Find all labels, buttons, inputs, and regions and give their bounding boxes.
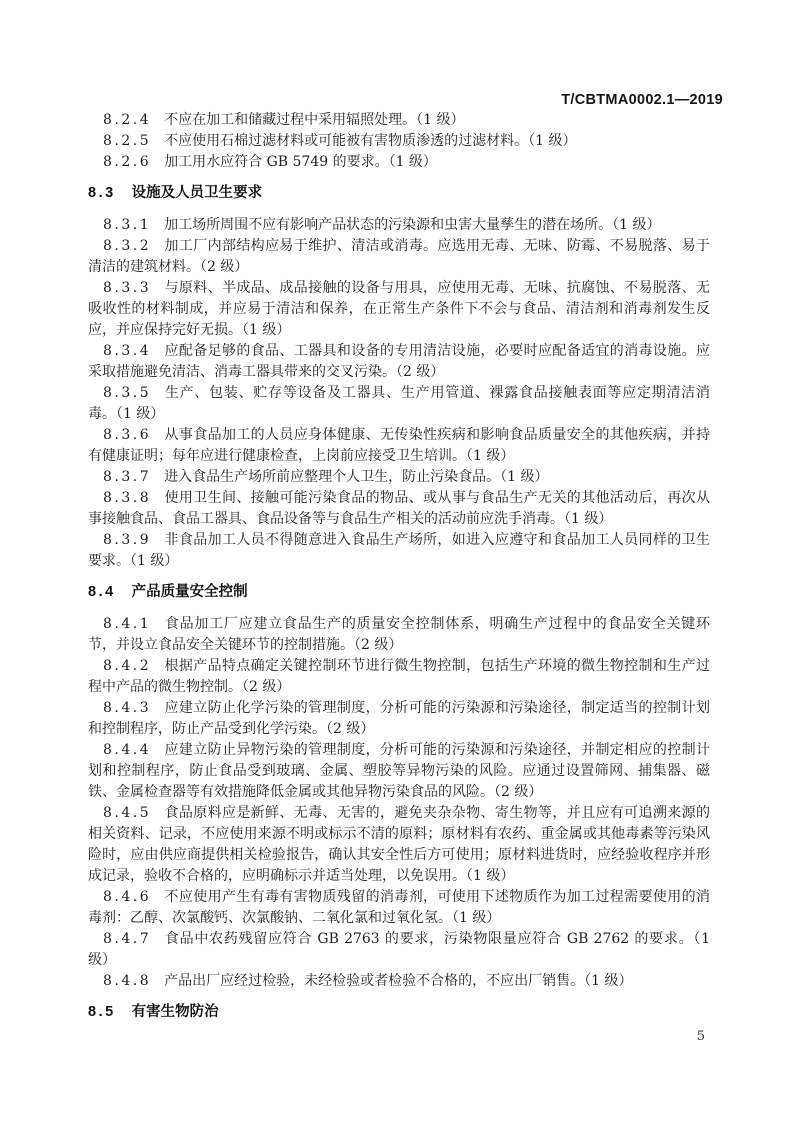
clause-text: 食品中农药残留应符合 GB 2763 的要求，污染物限量应符合 GB 2762 的要求。（1 级） (88, 931, 710, 968)
clause-number: 8.3.1 (103, 217, 152, 233)
clause-number: 8.3.3 (103, 280, 152, 296)
clause-item (88, 467, 710, 488)
clause-number: 8.3.4 (103, 343, 152, 359)
clause-number: 8.2.6 (103, 154, 152, 170)
clause-item (88, 110, 710, 131)
clause-text: 进入食品生产场所前应整理个人卫生，防止污染食品。（1 级） (164, 469, 549, 485)
clause-text: 不应使用石棉过滤材料或可能被有害物质渗透的过滤材料。（1 级） (164, 133, 577, 149)
clause-number: 8.4.5 (103, 805, 152, 821)
clause-item (88, 236, 710, 278)
clause-number: 8.4.3 (103, 700, 152, 716)
clause-text: 设施及人员卫生要求 (131, 185, 263, 201)
clause-item (88, 740, 710, 803)
clause-text: 加工厂内部结构应易于维护、清洁或消毒。应选用无毒、无味、防霉、不易脱落、易于清洁的建筑材料。（2 级） (88, 238, 710, 275)
section-heading (88, 183, 710, 204)
clause-text: 有害生物防治 (131, 1004, 219, 1020)
clause-number: 8.2.5 (103, 133, 152, 149)
clause-item (88, 698, 710, 740)
clause-text: 产品出厂应经过检验，未经检验或者检验不合格的，不应出厂销售。（1 级） (164, 973, 633, 989)
clause-number: 8.3.2 (103, 238, 152, 254)
clause-text: 根据产品特点确定关键控制环节进行微生物控制，包括生产环境的微生物控制和生产过程中产品的微生物控制。（2 级） (88, 658, 710, 695)
clause-item (88, 278, 710, 341)
clause-text: 加工场所周围不应有影响产品状态的污染源和虫害大量孳生的潜在场所。（1 级） (164, 217, 661, 233)
clause-number: 8.4.1 (103, 616, 152, 632)
clause-text: 不应在加工和储藏过程中采用辐照处理。（1 级） (164, 112, 465, 128)
clause-text: 从事食品加工的人员应身体健康、无传染性疾病和影响食品质量安全的其他疾病，并持有健康证明；每年应进行健康检查，上岗前应接受卫生培训。（1 级） (88, 427, 710, 464)
clause-text: 非食品加工人员不得随意进入食品生产场所，如进入应遵守和食品加工人员同样的卫生要求。（1 级） (88, 532, 710, 569)
clause-item (88, 152, 710, 173)
clause-text: 加工用水应符合 GB 5749 的要求。（1 级） (164, 154, 437, 170)
clause-item (88, 971, 710, 992)
clause-item (88, 803, 710, 887)
clause-item (88, 887, 710, 929)
clause-number: 8.4.7 (103, 931, 152, 947)
clause-item (88, 530, 710, 572)
clause-number: 8.4.8 (103, 973, 152, 989)
clause-text: 应配备足够的食品、工器具和设备的专用清洁设施，必要时应配备适宜的消毒设施。应采取措施避免清洁、消毒工器具带来的交叉污染。（2 级） (88, 343, 710, 380)
clause-number: 8.3.5 (103, 385, 152, 401)
document-code-header: T/CBTMA0002.1—2019 (561, 92, 723, 108)
clause-text: 不应使用产生有毒有害物质残留的消毒剂，可使用下述物质作为加工过程需要使用的消毒剂：乙醇、次氯酸钙、次氯酸钠、二氧化氯和过氧化氢。（1 级） (88, 889, 710, 926)
section-heading (88, 582, 710, 603)
clause-item (88, 656, 710, 698)
clause-number: 8.3.7 (103, 469, 152, 485)
clause-item (88, 425, 710, 467)
clause-number: 8.2.4 (103, 112, 152, 128)
clause-item (88, 614, 710, 656)
clause-number: 8.4 (88, 584, 116, 600)
clause-number: 8.3.6 (103, 427, 152, 443)
clause-text: 应建立防止化学污染的管理制度，分析可能的污染源和污染途径，制定适当的控制计划和控制程序，防止产品受到化学污染。（2 级） (88, 700, 710, 737)
clause-text: 使用卫生间、接触可能污染食品的物品、或从事与食品生产无关的其他活动后，再次从事接触食品、食品工器具、食品设备等与食品生产相关的活动前应洗手消毒。（1 级） (88, 490, 710, 527)
clause-number: 8.4.6 (103, 889, 152, 905)
clause-text: 产品质量安全控制 (131, 584, 248, 600)
clause-item (88, 131, 710, 152)
clause-item (88, 215, 710, 236)
clause-text: 生产、包装、贮存等设备及工器具、生产用管道、裸露食品接触表面等应定期清洁消毒。（1 级） (88, 385, 710, 422)
clause-number: 8.5 (88, 1004, 116, 1020)
document-body (88, 110, 710, 1034)
clause-item (88, 488, 710, 530)
clause-number: 8.4.4 (103, 742, 152, 758)
clause-number: 8.4.2 (103, 658, 152, 674)
page-number: 5 (696, 1029, 705, 1044)
clause-text: 食品加工厂应建立食品生产的质量安全控制体系，明确生产过程中的食品安全关键环节，并设立食品安全关键环节的控制措施。（2 级） (88, 616, 710, 653)
clause-item (88, 383, 710, 425)
clause-text: 食品原料应是新鲜、无毒、无害的，避免夹杂杂物、寄生物等，并且应有可追溯来源的相关资料、记录，不应使用来源不明或标示不清的原料；原材料有农药、重金属或其他毒素等污染风险时，应由供应商提供相关检验报告，确认其安全性后方可使用；原材料进货时，应经验收程序并形成记录，验收不合格的，应明确标示并适当处理，以免误用。（1 级） (88, 805, 710, 884)
clause-number: 8.3 (88, 185, 116, 201)
clause-item (88, 341, 710, 383)
clause-text: 应建立防止异物污染的管理制度，分析可能的污染源和污染途径，并制定相应的控制计划和控制程序，防止食品受到玻璃、金属、塑胶等异物污染的风险。应通过设置筛网、捕集器、磁铁、金属检查器等有效措施降低金属或其他异物污染食品的风险。（2 级） (88, 742, 710, 800)
clause-number: 8.3.8 (103, 490, 152, 506)
section-heading (88, 1002, 710, 1023)
clause-number: 8.3.9 (103, 532, 152, 548)
clause-text: 与原料、半成品、成品接触的设备与用具，应使用无毒、无味、抗腐蚀、不易脱落、无吸收性的材料制成，并应易于清洁和保养，在正常生产条件下不会与食品、清洁剂和消毒剂发生反应，并应保持完好无损。（1 级） (88, 280, 710, 338)
clause-item (88, 929, 710, 971)
